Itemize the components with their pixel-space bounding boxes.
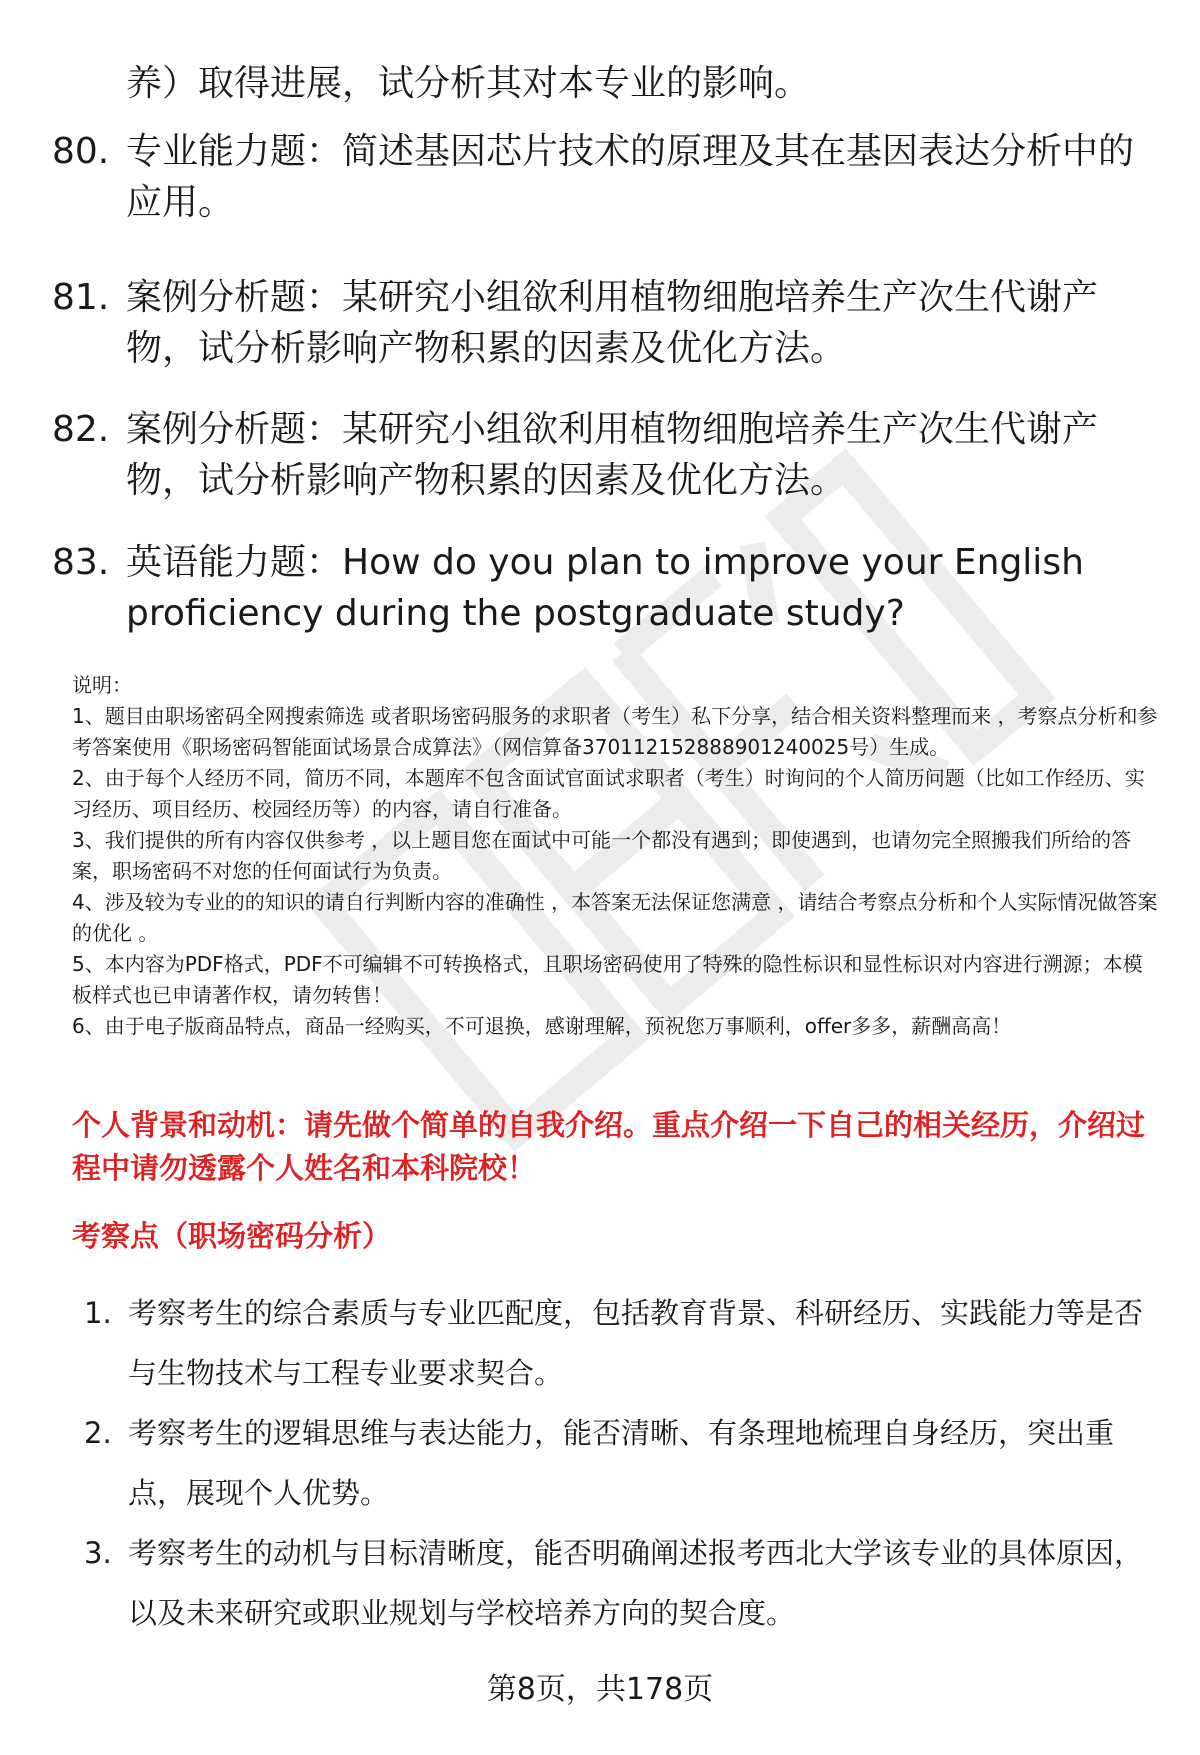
- note-item: 1、题目由职场密码全网搜索筛选 或者职场密码服务的求职者（考生）私下分享，结合相关资料整理而来 ，考察点分析和参考答案使用《职场密码智能面试场景合成算法》（网信算备370112152888901240025号）生成。: [72, 704, 1158, 759]
- question-item-83: [52, 537, 1162, 639]
- question-text: 案例分析题：某研究小组欲利用植物细胞培养生产次生代谢产物，试分析影响产物积累的因素及优化方法。: [126, 409, 1099, 501]
- note-item: 5、本内容为PDF格式，PDF不可编辑不可转换格式，且职场密码使用了特殊的隐性标识和显性标识对内容进行溯源；本模板样式也已申请著作权，请勿转售！: [72, 952, 1143, 1007]
- assessment-heading: 考察点（职场密码分析）: [72, 1219, 392, 1253]
- question-number: 80.: [52, 131, 110, 172]
- notes-heading: 说明：: [72, 673, 132, 697]
- page-footer: 第8页，共178页: [486, 1672, 714, 1707]
- question-number: 82.: [52, 409, 110, 450]
- question-number: 83.: [52, 542, 110, 583]
- assessment-points: [84, 1283, 1164, 1643]
- point-text: 考察考生的逻辑思维与表达能力，能否清晰、有条理地梳理自身经历，突出重点，展现个人优势。: [128, 1416, 1115, 1510]
- assessment-point: [84, 1283, 1164, 1403]
- point-number: 2.: [84, 1416, 112, 1450]
- point-text: 考察考生的综合素质与专业匹配度，包括教育背景、科研经历、实践能力等是否与生物技术与工程专业要求契合。: [128, 1296, 1144, 1390]
- question-text: 专业能力题：简述基因芯片技术的原理及其在基因表达分析中的应用。: [126, 131, 1135, 223]
- note-item: 3、我们提供的所有内容仅供参考 ，以上题目您在面试中可能一个都没有遇到；即使遇到，也请勿完全照搬我们所给的答案，职场密码不对您的任何面试行为负责。: [72, 828, 1132, 883]
- point-text: 考察考生的动机与目标清晰度，能否明确阐述报考西北大学该专业的具体原因，以及未来研究或职业规划与学校培养方向的契合度。: [128, 1536, 1144, 1630]
- question-item-82: [52, 404, 1162, 506]
- question-text: 养）取得进展，试分析其对本专业的影响。: [126, 63, 811, 104]
- disclaimer-notes: [72, 670, 1162, 1042]
- background-question: 个人背景和动机：请先做个简单的自我介绍。重点介绍一下自己的相关经历，介绍过程中请勿透露个人姓名和本科院校！: [72, 1108, 1146, 1185]
- point-number: 1.: [84, 1296, 112, 1330]
- note-item: 2、由于每个人经历不同，简历不同，本题库不包含面试官面试求职者（考生）时询问的个人简历问题（比如工作经历、实习经历、项目经历、校园经历等）的内容，请自行准备。: [72, 766, 1145, 821]
- question-number: 81.: [52, 277, 110, 318]
- question-item-80: [52, 126, 1162, 228]
- assessment-point: [84, 1403, 1164, 1523]
- assessment-point: [84, 1523, 1164, 1643]
- note-item: 6、由于电子版商品特点，商品一经购买，不可退换，感谢理解，预祝您万事顺利，offer多多，薪酬高高！: [72, 1014, 1012, 1038]
- note-item: 4、涉及较为专业的的知识的请自行判断内容的准确性 ，本答案无法保证您满意 ，请结合考察点分析和个人实际情况做答案的优化 。: [72, 890, 1158, 945]
- question-continuation: [52, 58, 1200, 109]
- point-number: 3.: [84, 1536, 112, 1570]
- question-text: 英语能力题：How do you plan to improve your English proficiency during the postgraduate study?: [126, 542, 1084, 634]
- question-item-81: [52, 272, 1162, 374]
- question-text: 案例分析题：某研究小组欲利用植物细胞培养生产次生代谢产物，试分析影响产物积累的因素及优化方法。: [126, 277, 1099, 369]
